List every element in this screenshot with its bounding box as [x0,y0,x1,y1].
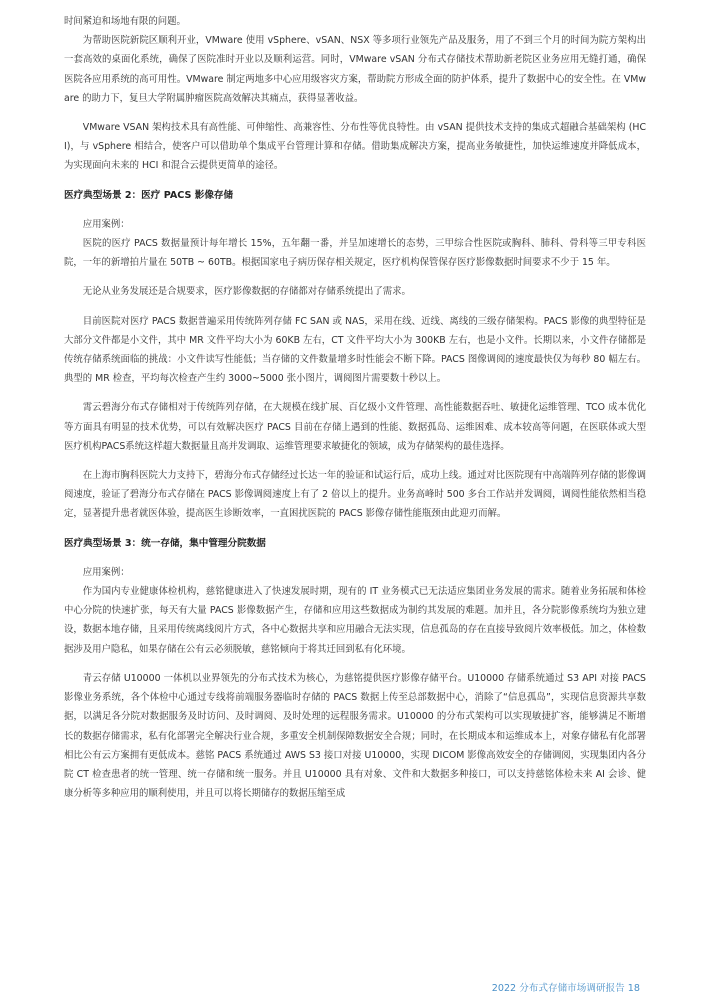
paragraph-intro-continuation: 时间紧迫和场地有限的问题。 [64,16,186,27]
paragraph-ciming-background: 作为国内专业健康体检机构，慈铭健康进入了快速发展时期，现有的 IT 业务模式已无法适应集团业务发展的需求。随着业务拓展和体检中心分院的快速扩张，每天有大量 PACS 影像数据产生，存储和应用这些数据成为制约其发展的难题。加并且，各分院影像系统均为独立建设，数据本地存储，且采用传统离线阅片方式，各中心数据共享和应用融合无法实现，信息孤岛的存在直接导致阅片效率极低。加之，体检数据涉及用户隐私，如果存储在公有云必须脱敏，慈铭倾向于将其迁回到私有化环境。 [64,586,646,655]
paragraph-chest-hospital-case: 在上海市胸科医院大力支持下，碧海分布式存储经过长达一年的验证和试运行后，成功上线。通过对比医院现有中高端阵列存储的影像调阅速度，验证了碧海分布式存储在 PACS 影像调阅速度上有了 2 倍以上的提升。业务高峰时 500 多台工作站并发调阅，调阅性能依然相当稳定，显著提升患者就医体验，提高医生诊断效率，一直困扰医院的 PACS 影像存储性能瓶颈由此迎刃而解。 [64,470,646,520]
paragraph-bihai-advantages: 霄云碧海分布式存储相对于传统阵列存储，在大规模在线扩展、百亿级小文件管理、高性能数据吞吐、敏捷化运维管理、TCO 成本优化等方面具有明显的技术优势，可以有效解决医疗 PACS 目前在存储上遇到的性能、数据孤岛、运维困难、成本较高等问题，在医联体或大型医疗机构PACS系统这样超大数据量且高并发调取、运维管理要求敏捷化的领域，成为存储架构的最佳选择。 [64,402,646,452]
case-label-scene-3: 应用案例： [82,566,130,578]
section-heading-scene-3: 医疗典型场景 3：统一存储，集中管理分院数据 [64,537,266,549]
paragraph-pacs-demand: 无论从业务发展还是合规要求，医疗影像数据的存储都对存储系统提出了需求。 [82,286,411,298]
paragraph-pacs-growth: 医院的医疗 PACS 数据量预计每年增长 15%，五年翻一番，并呈加速增长的态势，三甲综合性医院或胸科、肺科、骨科等三甲专科医院，一年的新增拍片量在 50TB ~ 60TB。根据国家电子病历保存相关规定，医疗机构保管保存医疗影像数据时间要求不少于 15 年。 [64,238,646,269]
paragraph-fudan-hospital: 为帮助医院新院区顺利开业，VMware 使用 vSphere、vSAN、NSX 等多项行业领先产品及服务，用了不到三个月的时间为院方架构出一套高效的桌面化系统，确保了医院准时开业以及顺利运营。同时，VMware vSAN 分布式存储技术帮助新老院区业务应用无缝打通，确保医院各应用系统的高可用性。VMware 制定两地多中心应用级容灾方案，帮助院方形成全面的防护体系，提升了数据中心的安全性。在 VMware 的助力下，复旦大学附属肿瘤医院高效解决其痛点，获得显著收益。 [64,35,646,104]
page-footer: 2022 分布式存储市场调研报告 18 [491,983,640,994]
paragraph-pacs-current-storage: 目前医院对医疗 PACS 数据普遍采用传统阵列存储 FC SAN 或 NAS，采用在线、近线、离线的三级存储架构。PACS 影像的典型特征是大部分文件都是小文件，其中 MR 文件平均大小为 60KB 左右，CT 文件平均大小为 300KB 左右，也是小文件。长期以来，小文件存储都是传统存储系统面临的挑战：小文件读写性能低；当存储的文件数量增多时性能会不断下降。PACS 图像调阅的速度最快仅为每秒 80 幅左右。典型的 MR 检查，平均每次检查产生约 3000~5000 张小图片，调阅图片需要数十秒以上。 [64,315,646,385]
paragraph-u10000-solution: 青云存储 U10000 一体机以业界领先的分布式技术为核心，为慈铭提供医疗影像存储平台。U10000 存储系统通过 S3 API 对接 PACS 影像业务系统，各个体检中心通过专线将前端服务器临时存储的 PACS 数据上传至总部数据中心，消除了“信息孤岛”，实现信息资源共享数据，以满足各分院对数据服务及时访问、及时调阅、及时处理的远程服务需求。U10000 的分布式架构可以实现敏捷扩容，能够满足不断增长的数据存储需求，私有化部署完全解决行业合规，多重安全机制保障数据安全合规；同时，在长期成本和运维成本上，对象存储私有化部署相比公有云方案拥有更低成本。慈铭 PACS 系统通过 AWS S3 接口对接 U10000，实现 DICOM 影像高效安全的存储调阅，实现集团内各分院 CT 检查患者的统一管理、统一存储和统一服务。并且 U10000 具有对象、文件和大数据多种接口，可以支持慈铭体检未来 AI 会诊、健康分析等多种应用的顺利使用，并且可以将长期储存的数据压缩至成 [64,672,646,800]
case-label-scene-2: 应用案例： [82,218,130,230]
paragraph-vsan-architecture: VMware VSAN 架构技术具有高性能、可伸缩性、高兼容性、分布性等优良特性。由 vSAN 提供技术支持的集成式超融合基础架构 (HCI)，与 vSphere 相结合，使客户可以借助单个集成平台管理计算和存储。借助集成解决方案，提高业务敏捷性，加快运维速度并降低成本，为实现面向未来的 HCI 和混合云提供更简单的途径。 [64,122,646,172]
section-heading-scene-2: 医疗典型场景 2：医疗 PACS 影像存储 [64,189,234,201]
